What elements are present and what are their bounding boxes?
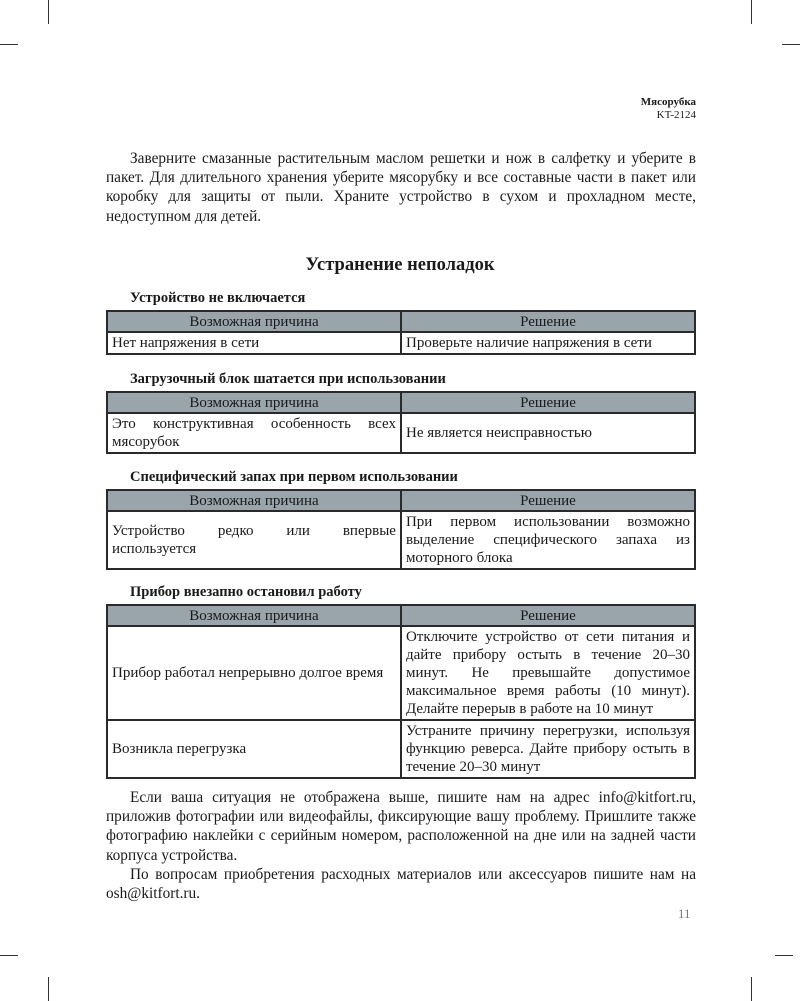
solution-cell: При первом использовании возможно выделение специфического запаха из моторного блока	[401, 511, 695, 569]
group-title: Загрузочный блок шатается при использовании	[130, 371, 446, 387]
section-title: Устранение неполадок	[305, 255, 495, 275]
crop-mark	[751, 0, 752, 24]
product-model: KT-2124	[656, 109, 696, 121]
cause-cell: Нет напряжения в сети	[107, 332, 401, 354]
table-header-row	[107, 392, 695, 413]
product-title: Мясорубка	[640, 96, 696, 108]
group-title: Устройство не включается	[130, 290, 306, 306]
header-solution: Решение	[401, 392, 695, 413]
crop-mark	[775, 955, 793, 956]
crop-mark	[48, 0, 49, 24]
table-header-row	[107, 605, 695, 626]
troubleshooting-table	[106, 391, 696, 454]
solution-cell: Не является неисправностью	[401, 413, 695, 453]
solution-cell: Отключите устройство от сети питания и дайте прибору остыть в течение 20–30 минут. Не превышайте допустимое максимальное время работы (10 минут). Делайте перерыв в работе на 10 минут	[401, 626, 695, 720]
running-head	[641, 96, 696, 122]
crop-mark	[0, 44, 18, 45]
intro-text: Заверните смазанные растительным маслом решетки и нож в салфетку и уберите в пакет. Для длительного хранения уберите мясорубку и все составные части в пакет или коробку для защиты от пыли. Храните устройство в сухом и прохладном месте, недоступном для детей.	[106, 150, 696, 225]
troubleshooting-table	[106, 310, 696, 355]
cause-cell: Прибор работал непрерывно долгое время	[107, 626, 401, 720]
header-cause: Возможная причина	[107, 490, 401, 511]
header-solution: Решение	[401, 605, 695, 626]
group-title: Специфический запах при первом использовании	[130, 469, 458, 485]
table-header-row	[107, 490, 695, 511]
crop-mark	[48, 977, 49, 1001]
contact-paragraphs	[106, 788, 696, 903]
header-solution: Решение	[401, 311, 695, 332]
crop-mark	[0, 955, 18, 956]
intro-paragraph	[106, 149, 696, 226]
contact-paragraph: По вопросам приобретения расходных материалов или аксессуаров пишите нам на osh@kitfort.ru.	[106, 865, 696, 903]
header-cause: Возможная причина	[107, 605, 401, 626]
cause-cell: Возникла перегрузка	[107, 720, 401, 778]
troubleshooting-table	[106, 604, 696, 779]
solution-cell: Проверьте наличие напряжения в сети	[401, 332, 695, 354]
page-number: 11	[678, 906, 691, 921]
cause-cell: Устройство редко или впервые используется	[107, 511, 401, 569]
table-row	[107, 413, 695, 453]
table-row	[107, 511, 695, 569]
header-cause: Возможная причина	[107, 392, 401, 413]
table-row	[107, 332, 695, 354]
solution-cell: Устраните причину перегрузки, используя функцию реверса. Дайте прибору остыть в течение 20–30 минут	[401, 720, 695, 778]
group-title: Прибор внезапно остановил работу	[130, 584, 362, 600]
contact-paragraph: Если ваша ситуация не отображена выше, пишите нам на адрес info@kitfort.ru, приложив фотографии или видеофайлы, фиксирующие вашу проблему. Пришлите также фотографию наклейки с серийным номером, расположенной на дне или на задней части корпуса устройства.	[106, 789, 696, 864]
table-row	[107, 720, 695, 778]
cause-cell: Это конструктивная особенность всех мясорубок	[107, 413, 401, 453]
crop-mark	[751, 977, 752, 1001]
header-cause: Возможная причина	[107, 311, 401, 332]
header-solution: Решение	[401, 490, 695, 511]
troubleshooting-table	[106, 489, 696, 570]
table-header-row	[107, 311, 695, 332]
crop-mark	[782, 44, 800, 45]
table-row	[107, 626, 695, 720]
